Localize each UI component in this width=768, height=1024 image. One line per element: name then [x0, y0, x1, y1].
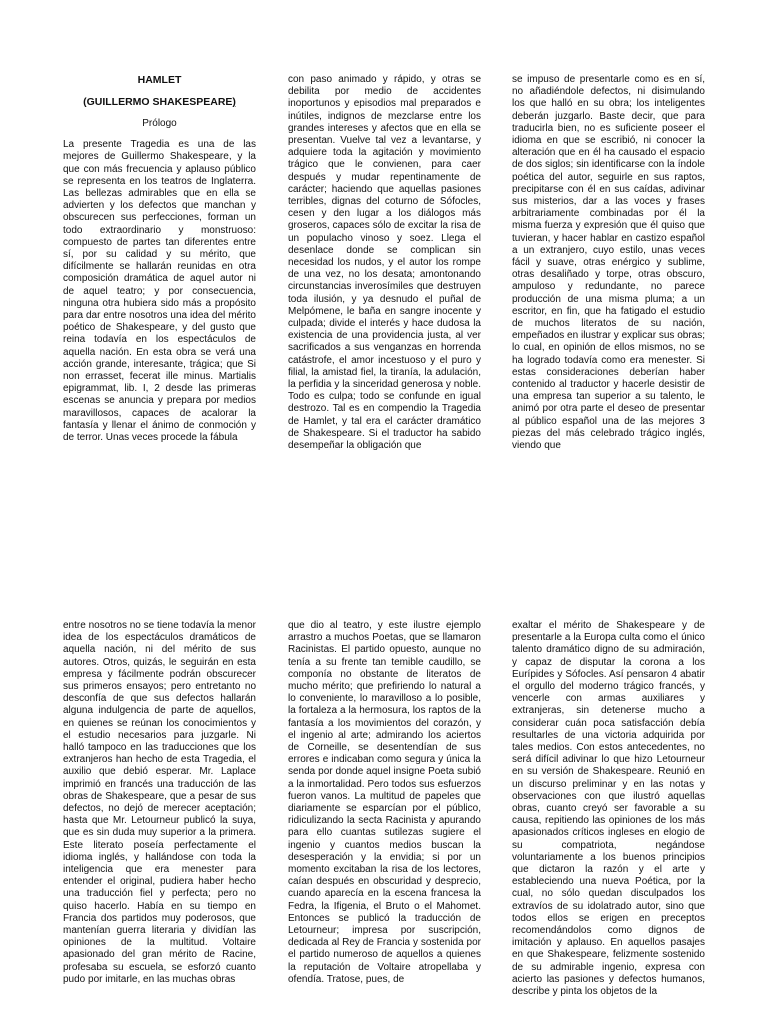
column-2-top	[288, 74, 481, 452]
section-heading: Prólogo	[142, 118, 177, 129]
column-1-bottom	[63, 620, 256, 986]
paragraph-text: exaltar el mérito de Shakespeare y de presentarle a la Europa culta como el único talento dramático digno de su admiración, y capaz de disputar la corona a los Eurípides y Sófocles. Así pensaron 4 abatir el orgullo del moderno trágico francés, y vencerle con armas auxiliares y extranjeras, sin detenerse mucho a considerar cuán poca satisfacción debía resultarles de una victoria adquirida por tales medios. Con estos antecedentes, no será difícil adivinar lo que hizo Letourneur en su versión de Shakespeare. Reunió en un discurso preliminar y en las notas y observaciones con que ilustró aquellas obras, cuanto creyó ser favorable a su causa, repitiendo las opiniones de los más apasionados críticos ingleses en elogio de su compatriota, negándose voluntariamente a los buenos principios que dictaron la razón y el arte y estableciendo una nueva Poética, por la cual, no sólo quedan disculpados los extravíos de su idolatrado autor, sino que todos ellos se erigen en preceptos recomendándolos como dignos de imitación y aplauso. En aquellos pasajes en que Shakespeare, felizmente sostenido de su admirable ingenio, expresa con acierto las pasiones y defectos humanos, describe y pinta los objetos de la	[512, 620, 705, 998]
column-3-top	[512, 74, 705, 452]
column-1-top	[63, 74, 256, 444]
lower-page-section	[0, 620, 768, 1024]
column-3-bottom	[512, 620, 705, 998]
upper-page-section	[0, 74, 768, 474]
paragraph-text: se impuso de presentarle como es en sí, no añadiéndole defectos, ni disimulando los que halló en su obra; los inteligentes deberán juzgarlo. Baste decir, que para traducirla bien, no es suficiente poseer el idioma en que se escribió, ni conocer la alteración que en él ha causado el espacio de dos siglos; sin identificarse con la índole poética del autor, seguirle en sus raptos, precipitarse con él en sus caídas, adivinar sus misterios, dar a las voces y frases arbitrariamente combinadas por él la misma fuerza y expresión que él quiso que tuvieran, y hacer hablar en castizo español a un extranjero, cuyo estilo, unas veces fácil y suave, otras enérgico y sublime, otras desaliñado y torpe, otras obscuro, ampuloso y redundante, no parece producción de una misma pluma; a un escritor, en fin, que ha fatigado el estudio de muchos literatos de su nación, empeñados en ilustrar y explicar sus obras; lo cual, en opinión de ellos mismos, no se ha logrado todavía como era menester. Si estas consideraciones deberían haber contenido al traductor y hacerle desistir de una empresa tan superior a su talento, le animó por otra parte el deseo de presentar al público español una de las mejores 3 piezas del más celebrado trágico inglés, viendo que	[512, 74, 705, 452]
document-subtitle	[63, 96, 256, 109]
document-title: HAMLET	[137, 74, 182, 86]
paragraph-text: que dio al teatro, y este ilustre ejemplo arrastro a muchos Poetas, que se llamaron Racinistas. El partido opuesto, aunque no tenía a su frente tan temible caudillo, se componía no obstante de literatos de mucho mérito; que prefiriendo lo natural a lo conveniente, lo maravilloso a lo posible, la fortaleza a la hermosura, los raptos de la fantasía a los movimientos del corazón, y el ingenio al arte; admirando los aciertos de Corneille, se desentendían de sus errores e indicaban como segura y única la senda por donde aquel insigne Poeta subió a la inmortalidad. Pero todos sus esfuerzos fueron vanos. La multitud de papeles que diariamente se esparcían por el público, ridiculizando la secta Racinista y apurando para ello cuantas sutilezas sugiere el ingenio y cuantos medios buscan la desesperación y la envidia; si por un momento excitaban la risa de los lectores, caían después en obscuridad y desprecio, cuando aparecía en la escena francesa la Fedra, la Ifigenia, el Bruto o el Mahomet. Entonces se publicó la traducción de Letourneur; impresa por suscripción, dedicada al Rey de Francia y sostenida por el partido numeroso de aquellos a quienes la reputación de Voltaire atropellaba y ofendía. Tratose, pues, de	[288, 620, 481, 985]
paragraph-text: La presente Tragedia es una de las mejores de Guillermo Shakespeare, y la que con más frecuencia y aplauso público se representa en los teatros de Inglaterra. Las bellezas admirables que en ella se advierten y los defectos que manchan y obscurecen sus perfecciones, forman un todo extraordinario y monstruoso: compuesto de partes tan diferentes entre sí, por su calidad y su mérito, que difícilmente se hallarán reunidas en otra composición dramática de aquel autor ni de aquel teatro; y por consecuencia, ninguna otra hubiera sido más a propósito para dar entre nosotros una idea del mérito poético de Shakespeare, y del gusto que reina todavía en los espectáculos de aquella nación. En esta obra se verá una acción grande, interesante, trágica; que Si non errasset, fecerat ille minus. Martialis epigrammat, lib. I, 2 desde las primeras escenas se anuncia y prepara por medios maravillosos, capaces de acalorar la fantasía y llenar el ánimo de conmoción y de terror. Unas veces procede la fábula	[63, 139, 256, 444]
subtitle-close-paren: )	[232, 96, 236, 108]
column-2-bottom	[288, 620, 481, 986]
paragraph-text: entre nosotros no se tiene todavía la menor idea de los espectáculos dramáticos de aquella nación, ni del mérito de sus autores. Otros, quizás, le seguirán en esta empresa y fácilmente podrán obscurecer sus primeros ensayos; pero entretanto no desconfía de que sus defectos hallarán alguna indulgencia de parte de aquellos, en quienes se reúnan los conocimientos y el estudio necesarios para juzgarle. Ni halló tampoco en las traducciones que los extranjeros han hecho de esta Tragedia, el auxilio que debió esperar. Mr. Laplace imprimió en francés una traducción de las obras de Shakespeare, que a pesar de sus defectos, no dejó de merecer aceptación; hasta que Mr. Letourneur publicó la suya, que es sin duda muy superior a la primera. Este literato poseía perfectamente el idioma inglés, y hallándose con toda la inteligencia que era menester para entender el original, pudiera haber hecho una traducción fiel y perfecta; pero no quiso hacerlo. Había en su tiempo en Francia dos partidos muy poderosos, que mantenían guerra literaria y dividían las opiniones de la multitud. Voltaire apasionado del gran mérito de Racine, profesaba su escuela, se esforzó cuanto pudo por imitarle, en las muchas obras	[63, 620, 256, 985]
subtitle-main: (GUILLERMO SHAKESPEARE	[83, 96, 233, 108]
paragraph-text: con paso animado y rápido, y otras se debilita por medio de accidentes inoportunos y episodios mal preparados e inútiles, indignos de mezclarse entre los grandes intereses y afectos que en ella se presentan. Vuelve tal vez a levantarse, y adquiere toda la agitación y movimiento trágico que le convienen, para caer después y mudar repentinamente de carácter; haciendo que aquellas pasiones terribles, dignas del coturno de Sófocles, cesen y den lugar a los diálogos más groseros, capaces sólo de excitar la risa de un populacho vinoso y soez. Llega el desenlace donde se complican sin necesidad los nudos, y el autor los rompe de una vez, no los desata; amontonando circunstancias inverosímiles que destruyen toda ilusión, y ya desnudo el puñal de Melpómene, le baña en sangre inocente y culpada; divide el interés y hace dudosa la existencia de una providencia justa, al ver sacrificados a sus venganzas en horrenda catástrofe, el amor incestuoso y el puro y filial, la amistad fiel, la tiranía, la adulación, la perfidia y la sinceridad generosa y noble. Todo es culpa; todo se confunde en igual destrozo. Tal es en compendio la Tragedia de Hamlet, y tal era el carácter dramático de Shakespeare. Si el traductor ha sabido desempeñar la obligación que	[288, 74, 481, 452]
